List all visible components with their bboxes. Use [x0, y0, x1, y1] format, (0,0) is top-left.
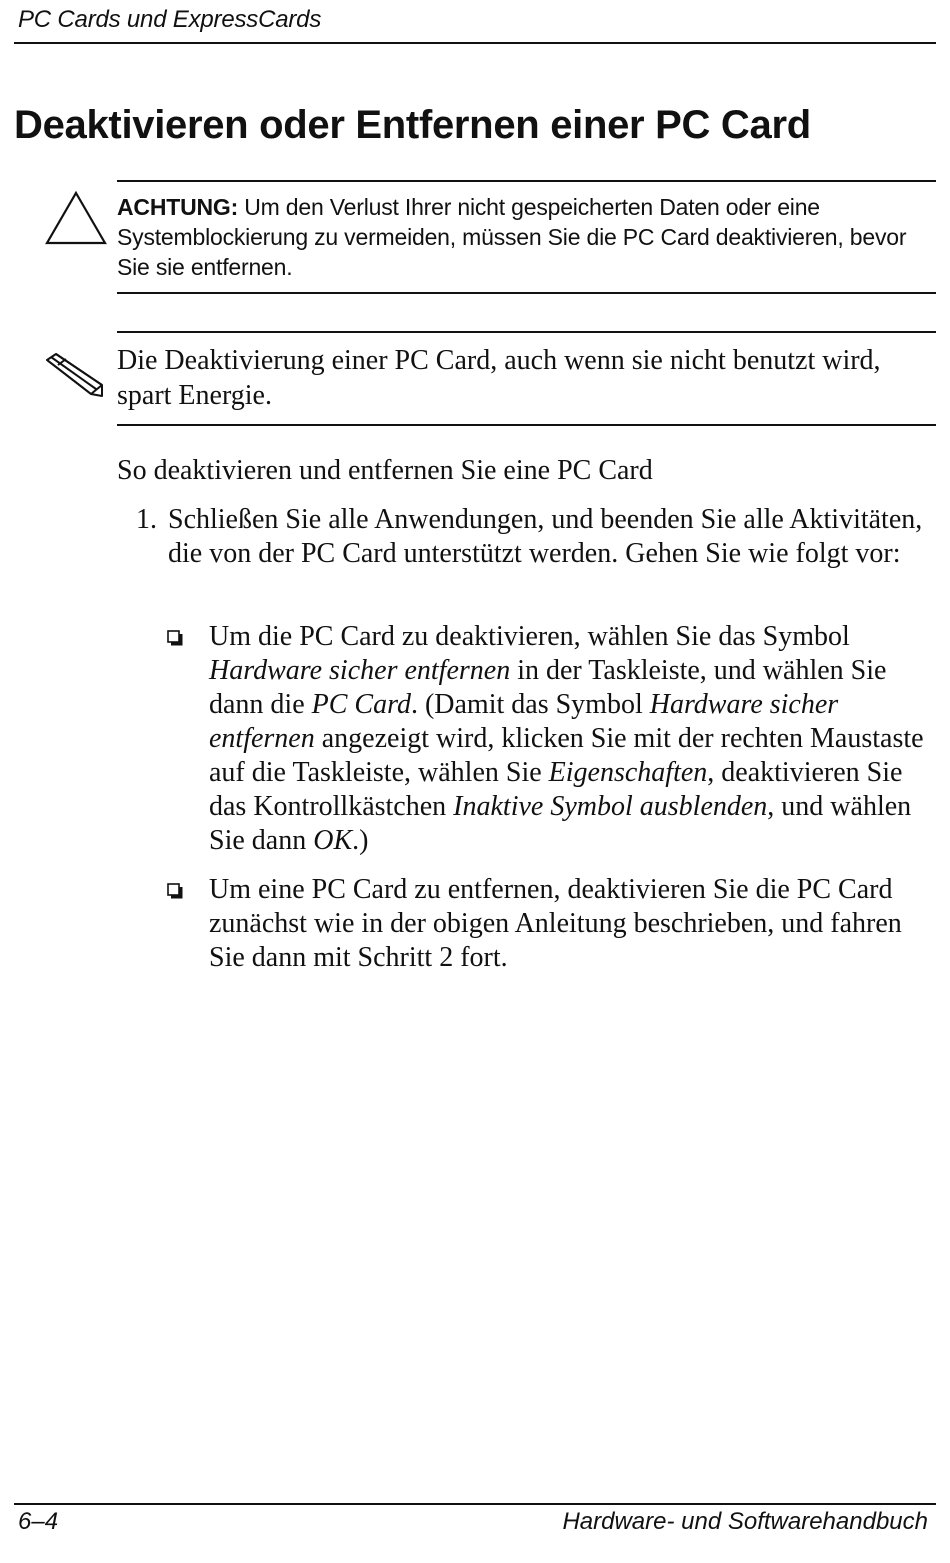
bullet-text-part: Um die PC Card zu deaktivieren, wählen Sie das Symbol: [209, 621, 850, 652]
caution-body: Um den Verlust Ihrer nicht gespeicherten Daten oder eine Systemblockierung zu vermeiden, müssen Sie die PC Card deaktivieren, bevor Sie sie entfernen.: [117, 194, 907, 280]
caution-top-rule: [117, 180, 936, 182]
note-top-rule: [117, 331, 936, 333]
pencil-note-icon: [44, 352, 104, 398]
bullet-item: Um eine PC Card zu entfernen, deaktivieren Sie die PC Card zunächst wie in der obigen Anleitung beschrieben, und fahren Sie dann mit Schritt 2 fort.: [209, 874, 902, 973]
bullet-text-part: .): [352, 825, 369, 856]
header-rule: [14, 42, 936, 44]
note-bottom-rule: [117, 424, 936, 426]
ui-term: Inaktive Symbol ausblenden: [453, 791, 768, 822]
ui-term: Hardware sicher entfernen: [209, 689, 839, 754]
bullet-text-part: . (Damit das Symbol: [410, 689, 650, 720]
running-header: PC Cards und ExpressCards: [18, 6, 322, 33]
book-title: Hardware- und Softwarehandbuch: [562, 1508, 928, 1535]
checkbox-bullet-icon: [167, 883, 183, 899]
warning-triangle-icon: [44, 190, 108, 246]
section-heading: Deaktivieren oder Entfernen einer PC Card: [14, 103, 811, 147]
ui-term: OK: [313, 825, 353, 856]
caution-text: [117, 192, 932, 282]
ui-term: Hardware sicher entfernen: [209, 655, 511, 686]
ui-term: PC Card: [311, 689, 411, 720]
caution-bottom-rule: [117, 292, 936, 294]
note-text: Die Deaktivierung einer PC Card, auch wenn sie nicht benutzt wird, spart Energie.: [117, 345, 881, 411]
ui-term: Eigenschaften: [548, 757, 708, 788]
caution-label: ACHTUNG:: [117, 194, 239, 220]
page-number: 6–4: [18, 1508, 59, 1535]
bullet-text-part: , und wählen Sie dann: [209, 791, 912, 856]
procedure-intro: So deaktivieren und entfernen Sie eine PC Card: [117, 455, 653, 486]
bullet-item: [209, 620, 939, 858]
bullet-text-part: in der Taskleiste, und wählen Sie dann die: [209, 655, 887, 720]
checkbox-bullet-icon: [167, 630, 183, 646]
bullet-text-part: , deaktivieren Sie das Kontrollkästchen: [209, 757, 903, 822]
step-text: Schließen Sie alle Anwendungen, und beenden Sie alle Aktivitäten, die von der PC Card unterstützt werden. Gehen Sie wie folgt vor:: [168, 504, 923, 569]
bullet-text-part: angezeigt wird, klicken Sie mit der rechten Maustaste auf die Taskleiste, wählen Sie: [209, 723, 924, 788]
footer-rule: [14, 1503, 936, 1505]
step-number: 1.: [136, 504, 157, 535]
